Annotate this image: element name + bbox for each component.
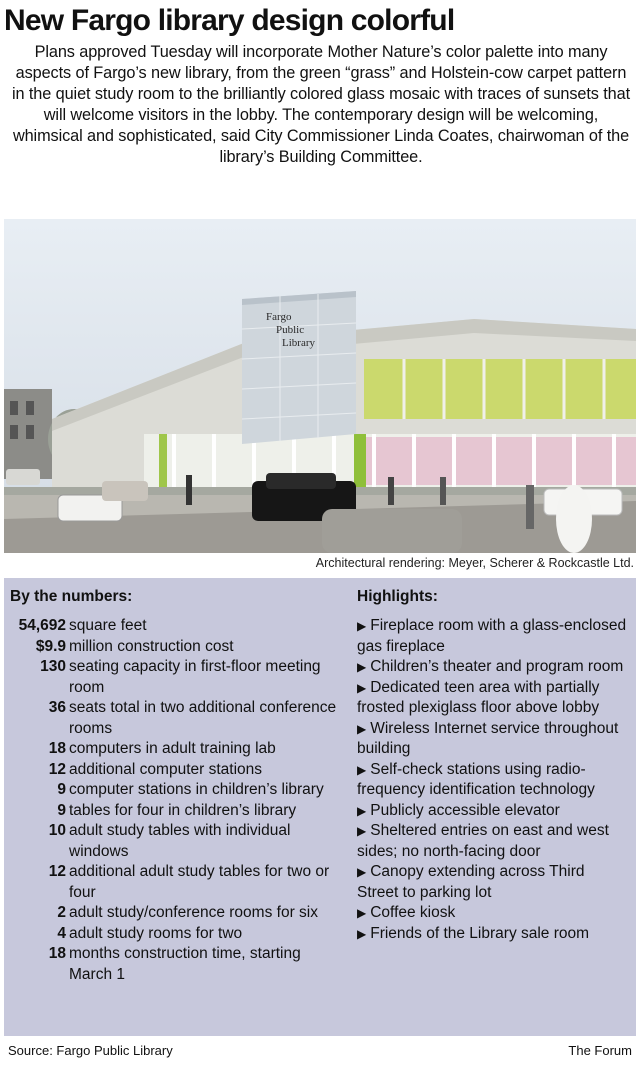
triangle-bullet-icon: ▶	[357, 680, 367, 695]
number-value: 10	[48, 822, 66, 839]
highlight-item	[357, 924, 627, 945]
number-value: 36	[48, 699, 66, 716]
highlight-item	[357, 760, 627, 801]
number-value: 130	[40, 658, 66, 675]
highlight-item	[357, 903, 627, 924]
triangle-bullet-icon: ▶	[357, 721, 367, 736]
highlight-text: Publicly accessible elevator	[370, 801, 560, 819]
number-description: adult study/conference rooms for six	[69, 904, 318, 921]
highlight-text: Wireless Internet service throughout building	[357, 719, 619, 757]
number-row	[8, 616, 348, 637]
number-description: additional adult study tables for two or four	[69, 863, 330, 901]
highlight-item	[357, 719, 627, 760]
number-description: adult study rooms for two	[69, 924, 243, 942]
highlight-text: Canopy extending across Third Street to parking lot	[357, 863, 585, 901]
highlight-item	[357, 657, 627, 678]
number-row	[8, 760, 348, 781]
number-description: additional computer stations	[69, 760, 263, 778]
number-row	[8, 944, 348, 985]
number-value: 4	[57, 924, 66, 942]
numbers-list	[8, 616, 348, 985]
intro-paragraph: Plans approved Tuesday will incorporate Mother Nature’s color palette into many aspects of Fargo’s new library, from the green “grass” and Holstein-cow carpet pattern in the quiet study room to the brilliantly colored glass mosaic with traces of sunsets that will welcome visitors in the lobby. The contemporary design will be welcoming, whimsical and sophisticated, said City Commissioner Linda Coates, chairwoman of the library’s Building Committee.	[11, 43, 631, 166]
highlight-item	[357, 616, 627, 657]
tower-sign	[266, 311, 315, 350]
numbers-heading: By the numbers:	[10, 588, 133, 605]
publication-name: The Forum	[568, 1043, 632, 1058]
number-row	[8, 862, 348, 903]
number-row	[8, 924, 348, 945]
number-value: 12	[48, 863, 66, 880]
number-row	[8, 780, 348, 801]
number-value: 18	[48, 945, 66, 962]
triangle-bullet-icon: ▶	[357, 619, 367, 633]
number-description: months construction time, starting March 1	[69, 945, 301, 983]
source-note: Source: Fargo Public Library	[8, 1043, 173, 1058]
number-description: computer stations in children’s library	[69, 781, 324, 798]
highlight-text: Self-check stations using radio-frequency identification technology	[357, 760, 595, 798]
triangle-bullet-icon: ▶	[357, 824, 367, 838]
highlight-text: Friends of the Library sale room	[370, 924, 590, 942]
highlight-text: Sheltered entries on east and west sides; no north-facing door	[357, 822, 609, 860]
photo-credit: Architectural rendering: Meyer, Scherer & Rockcastle Ltd.	[315, 556, 634, 570]
number-value: 9	[57, 801, 66, 819]
number-description: seating capacity in first-floor meeting room	[69, 658, 321, 696]
number-row	[8, 657, 348, 698]
number-value: 2	[57, 904, 66, 921]
number-row	[8, 698, 348, 739]
headline: New Fargo library design colorful	[4, 4, 455, 37]
number-row	[8, 637, 348, 658]
highlights-list	[357, 616, 627, 944]
number-description: computers in adult training lab	[69, 740, 276, 757]
highlight-text: Children’s theater and program room	[370, 658, 624, 675]
highlight-text: Fireplace room with a glass-enclosed gas fireplace	[357, 617, 627, 655]
highlight-text: Dedicated teen area with partially frosted plexiglass floor above lobby	[357, 678, 600, 716]
tower-sign-line: Public	[276, 324, 305, 336]
triangle-bullet-icon: ▶	[357, 803, 367, 818]
architectural-rendering	[4, 219, 636, 553]
number-value: 18	[48, 740, 66, 757]
library-rendering-image	[4, 219, 636, 553]
number-row	[8, 739, 348, 760]
number-description: square feet	[69, 617, 147, 634]
number-row	[8, 903, 348, 924]
number-value: 12	[48, 760, 66, 778]
triangle-bullet-icon: ▶	[357, 762, 367, 777]
tower-sign-line: Fargo	[266, 311, 292, 323]
highlight-item	[357, 821, 627, 862]
highlights-heading: Highlights:	[357, 588, 438, 605]
highlight-item	[357, 801, 627, 822]
tower-sign-line: Library	[282, 337, 315, 349]
number-row	[8, 821, 348, 862]
number-value: $9.9	[35, 637, 66, 655]
number-description: seats total in two additional conference rooms	[69, 699, 337, 737]
triangle-bullet-icon: ▶	[357, 865, 367, 879]
number-value: 54,692	[18, 617, 66, 634]
number-value: 9	[57, 781, 66, 798]
highlight-item	[357, 862, 627, 903]
number-description: adult study tables with individual windows	[69, 822, 291, 860]
triangle-bullet-icon: ▶	[357, 926, 367, 941]
triangle-bullet-icon: ▶	[357, 906, 367, 920]
number-description: tables for four in children’s library	[69, 801, 297, 819]
triangle-bullet-icon: ▶	[357, 660, 367, 674]
highlight-text: Coffee kiosk	[370, 904, 456, 921]
number-description: million construction cost	[69, 637, 234, 655]
highlight-item	[357, 678, 627, 719]
number-row	[8, 801, 348, 822]
